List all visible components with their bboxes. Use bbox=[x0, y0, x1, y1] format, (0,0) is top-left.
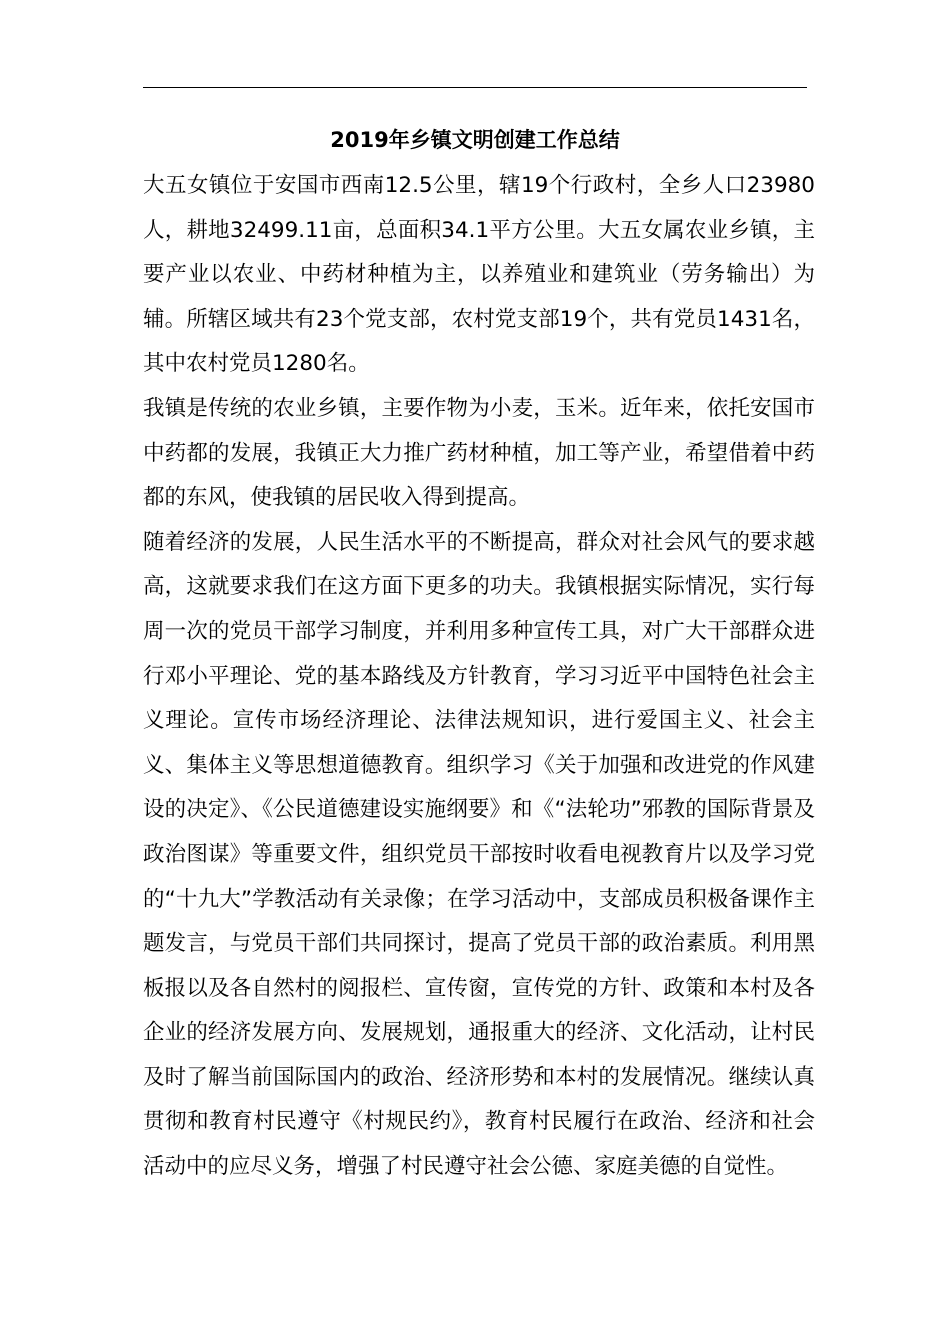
paragraph-overview: 大五女镇位于安国市西南12.5公里，辖19个行政村，全乡人口23980人，耕地32499.11亩，总面积34.1平方公里。大五女属农业乡镇，主要产业以农业、中药材种植为主，以养殖业和建筑业（劳务输出）为辅。所辖区域共有23个党支部，农村党支部19个，共有党员1431名，其中农村党员1280名。 bbox=[143, 173, 815, 377]
document-title: 2019年乡镇文明创建工作总结 bbox=[330, 128, 620, 152]
paragraph-agriculture: 我镇是传统的农业乡镇，主要作物为小麦，玉米。近年来，依托安国市中药都的发展，我镇正大力推广药材种植，加工等产业，希望借着中药都的东风，使我镇的居民收入得到提高。 bbox=[143, 395, 815, 511]
document-body bbox=[143, 164, 815, 1190]
header-rule bbox=[143, 87, 807, 88]
paragraph-civilization-work: 随着经济的发展，人民生活水平的不断提高，群众对社会风气的要求越高，这就要求我们在这方面下更多的功夫。我镇根据实际情况，实行每周一次的党员干部学习制度，并利用多种宣传工具，对广大干部群众进行邓小平理论、党的基本路线及方针教育，学习习近平中国特色社会主义理论。宣传市场经济理论、法律法规知识，进行爱国主义、社会主义、集体主义等思想道德教育。组织学习《关于加强和改进党的作风建设的决定》、《公民道德建设实施纲要》和《“法轮功”邪教的国际背景及政治图谋》等重要文件，组织党员干部按时收看电视教育片以及学习党的“十九大”学教活动有关录像；在学习活动中，支部成员积极备课作主题发言，与党员干部们共同探讨，提高了党员干部的政治素质。利用黑板报以及各自然村的阅报栏、宣传窗，宣传党的方针、政策和本村及各企业的经济发展方向、发展规划，通报重大的经济、文化活动，让村民及时了解当前国际国内的政治、经济形势和本村的发展情况。继续认真贯彻和教育村民遵守《村规民约》，教育村民履行在政治、经济和社会活动中的应尽义务，增强了村民遵守社会公德、家庭美德的自觉性。 bbox=[143, 529, 815, 1180]
